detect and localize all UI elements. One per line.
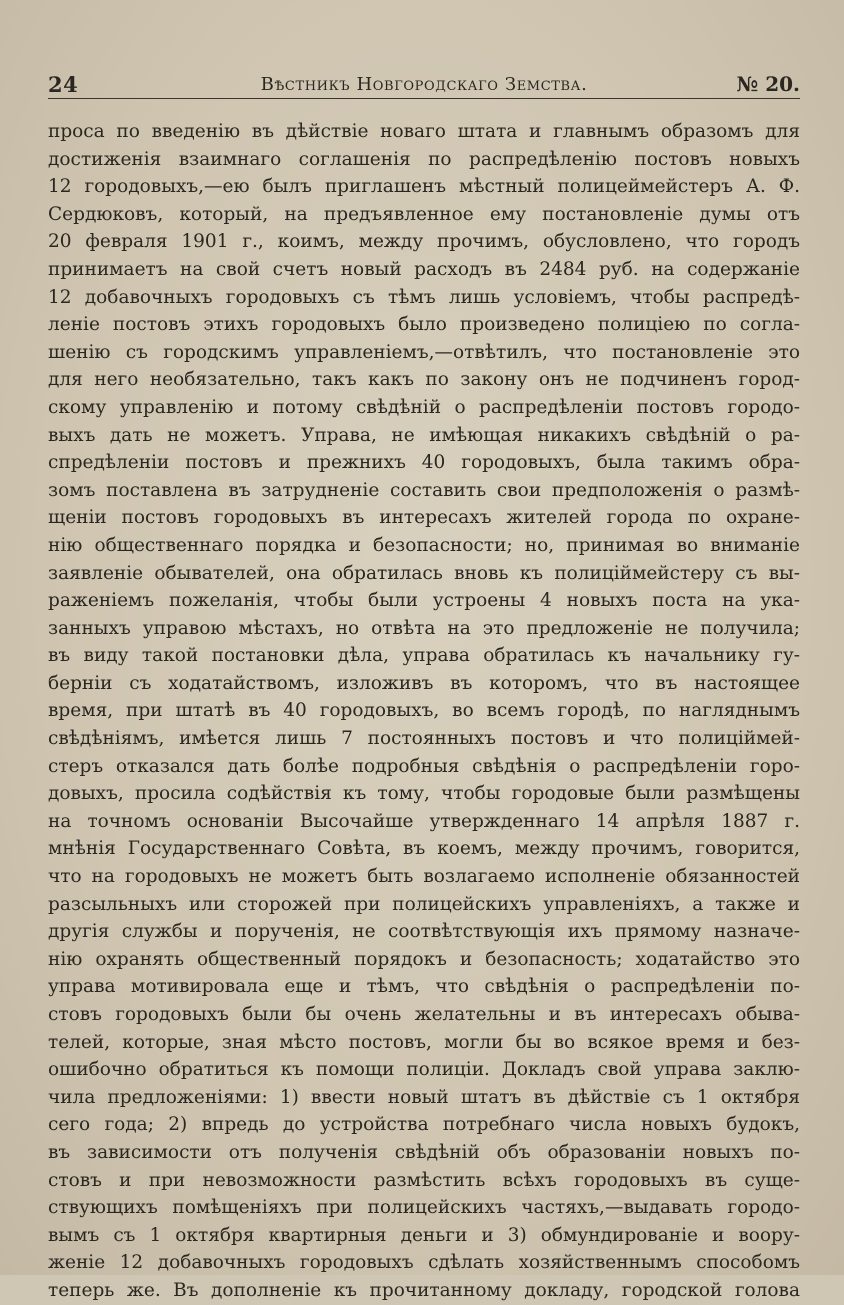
text-line: телей, которые, зная мѣсто постовъ, могли бы во всякое время и без- (48, 1031, 800, 1053)
text-line: принимаетъ на свой счетъ новый расходъ въ 2484 руб. на содержаніе (48, 258, 800, 280)
text-line: зомъ поставлена въ затрудненіе составить свои предположенія о размѣ- (48, 479, 800, 501)
text-line: щеніи постовъ городовыхъ въ интересахъ жителей города по охране- (48, 507, 800, 529)
running-header (48, 70, 800, 104)
text-line: стеръ отказался дать болѣе подробныя свѣдѣнія о распредѣленіи горо- (48, 755, 800, 777)
text-line: управа мотивировала еще и тѣмъ, что свѣдѣнія о распредѣленіи по- (48, 976, 800, 998)
text-line: шенію съ городскимъ управленіемъ,—отвѣтилъ, что постановленіе это (48, 341, 800, 363)
text-line: ошибочно обратиться къ помощи полиціи. Докладъ свой управа заклю- (48, 1059, 800, 1081)
body-text (48, 118, 800, 1305)
text-line: свѣдѣніямъ, имѣется лишь 7 постоянныхъ постовъ и что полиціймей- (48, 728, 800, 750)
text-line: мнѣнія Государственнаго Совѣта, въ коемъ, между прочимъ, говорится, (48, 838, 800, 860)
text-line: разсыльныхъ или сторожей при полицейскихъ управленіяхъ, а также и (48, 893, 800, 915)
text-line: что на городовыхъ не можетъ быть возлагаемо исполненіе обязанностей (48, 866, 800, 888)
text-line: ствующихъ помѣщеніяхъ при полицейскихъ частяхъ,—выдавать городо- (48, 1197, 800, 1219)
text-line: на точномъ основаніи Высочайше утвержденнаго 14 апрѣля 1887 г. (48, 810, 800, 832)
text-line: нію общественнаго порядка и безопасности; но, принимая во вниманіе (48, 534, 800, 556)
text-line: сего года; 2) впредь до устройства потребнаго числа новыхъ будокъ, (48, 1114, 800, 1136)
text-line: 12 городовыхъ,—ею былъ приглашенъ мѣстный полицеймейстеръ А. Ф. (48, 176, 800, 198)
text-line: чила предложеніями: 1) ввести новый штатъ въ дѣйствіе съ 1 октября (48, 1086, 800, 1108)
text-line: въ виду такой постановки дѣла, управа обратилась къ начальнику гу- (48, 645, 800, 667)
text-line: занныхъ управою мѣстахъ, но отвѣта на это предложеніе не получила; (48, 617, 800, 639)
issue-number: № 20. (736, 72, 800, 96)
text-line: леніе постовъ этихъ городовыхъ было произведено полиціею по согла- (48, 314, 800, 336)
text-line: женіе 12 добавочныхъ городовыхъ сдѣлать хозяйственнымъ способомъ (48, 1252, 800, 1274)
text-line: для него необязательно, такъ какъ по закону онъ не подчиненъ город- (48, 369, 800, 391)
text-line: другія службы и порученія, не соотвѣтствующія ихъ прямому назначе- (48, 921, 800, 943)
text-line: раженіемъ пожеланія, чтобы были устроены 4 новыхъ поста на ука- (48, 590, 800, 612)
text-line: спредѣленіи постовъ и прежнихъ 40 городовыхъ, была такимъ обра- (48, 452, 800, 474)
text-line: Сердюковъ, который, на предъявленное ему постановленіе думы отъ (48, 203, 800, 225)
text-line: время, при штатѣ въ 40 городовыхъ, во всемъ городѣ, по нагляднымъ (48, 700, 800, 722)
page-number: 24 (48, 72, 79, 97)
text-line: достиженія взаимнаго соглашенія по распредѣленію постовъ новыхъ (48, 148, 800, 170)
text-line: нію охранять общественный порядокъ и безопасность; ходатайство это (48, 948, 800, 970)
text-line: выхъ дать не можетъ. Управа, не имѣющая никакихъ свѣдѣній о ра- (48, 424, 800, 446)
text-line: берніи съ ходатайствомъ, изложивъ въ которомъ, что въ настоящее (48, 672, 800, 694)
text-line: теперь же. Въ дополненіе къ прочитанному докладу, городской голова (48, 1279, 800, 1301)
text-line: заявленіе обывателей, она обратилась вновь къ полиціймейстеру съ вы- (48, 562, 800, 584)
text-line: проса по введенію въ дѣйствіе новаго штата и главнымъ образомъ для (48, 121, 800, 142)
text-line: стовъ городовыхъ были бы очень желательны и въ интересахъ обыва- (48, 1004, 800, 1025)
journal-title: Вѣстникъ Новгородскаго Земства. (260, 74, 588, 95)
text-line: скому управленію и потому свѣдѣній о распредѣленіи постовъ городо- (48, 396, 800, 418)
header-rule (48, 98, 800, 99)
text-line: вымъ съ 1 октября квартирныя деньги и 3) обмундированіе и воору- (48, 1224, 800, 1246)
text-line: въ зависимости отъ полученія свѣдѣній объ образованіи новыхъ по- (48, 1141, 800, 1163)
text-line: довыхъ, просила содѣйствія къ тому, чтобы городовые были размѣщены (48, 783, 800, 805)
text-line: 12 добавочныхъ городовыхъ съ тѣмъ лишь условіемъ, чтобы распредѣ- (48, 286, 800, 308)
text-line: 20 февраля 1901 г., коимъ, между прочимъ, обусловлено, что городъ (48, 231, 800, 253)
text-line: стовъ и при невозможности размѣстить всѣхъ городовыхъ въ суще- (48, 1169, 800, 1191)
